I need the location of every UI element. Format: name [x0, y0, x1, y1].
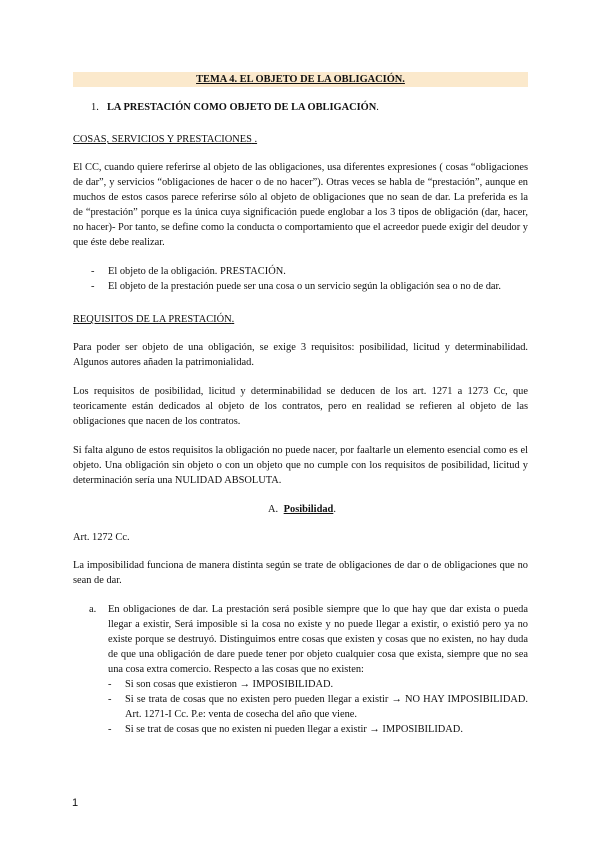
paragraph-imposibilidad: La imposibilidad funciona de manera distinta según se trate de obligaciones de dar o de obligaciones que no sean de dar.	[73, 560, 528, 586]
list-item: - El objeto de la obligación. PRESTACIÓN.	[91, 264, 528, 279]
subsection-heading-text: Posibilidad	[283, 504, 334, 515]
paragraph-requisitos-2: Los requisitos de posibilidad, licitud y determinabilidad se deducen de los art. 1271 a 1273 Cc, que teoricamente están dedicados al objeto de los contratos, pero en realidad se refieren al objeto de las obligaciones que nacen de los contratos.	[73, 386, 528, 427]
subsection-label: A.	[267, 504, 279, 515]
section-heading-requisitos	[73, 312, 528, 327]
heading-1-number: 1.	[91, 102, 99, 113]
section-heading-cosas-text: COSAS, SERVICIOS Y PRESTACIONES	[73, 134, 252, 145]
section-heading-cosas-trail: .	[254, 134, 258, 145]
heading-1	[73, 100, 528, 115]
page-number: 1	[72, 797, 79, 809]
heading-1-trail: .	[376, 102, 379, 113]
section-heading-requisitos-trail: .	[231, 314, 235, 325]
paragraph-requisitos-3: Si falta alguno de estos requisitos la obligación no puede nacer, por faaltarle un elemento esencial como es el objeto. Una obligación sin objeto o con un objeto que no cumple con los requisitos de posibilidad, licitud y determinación sería una NULIDAD ABSOLUTA.	[73, 445, 528, 486]
document-title: TEMA 4. EL OBJETO DE LA OBLIGACIÓN.	[73, 72, 528, 87]
list-item: - El objeto de la prestación puede ser una cosa o un servicio según la obligación sea o no de dar.	[91, 279, 528, 294]
heading-1-text: LA PRESTACIÓN COMO OBJETO DE LA OBLIGACIÓN	[107, 102, 377, 113]
document-page	[73, 72, 528, 737]
article-reference: Art. 1272 Cc.	[73, 532, 130, 543]
paragraph-cosas: El CC, cuando quiere referirse al objeto de las obligaciones, usa diferentes expresiones ( cosas “obligaciones de dar”, y servicios “obligaciones de hacer o de no hacer”). Otras veces se habla de “prestación”, aunque en muchos de estos casos parece referirse sólo al objeto de obligaciones que no sean de dar. La preferida es la de “prestación” porque es la única cuya significación puede englobar a los 3 tipos de obligación (dar, hacer, no hacer)- Por tanto, se define como la conducta o comportamiento que el acreedor puede exigir del deudor y que éste debe realizar.	[73, 162, 528, 248]
bullet-list-cosas-no-existen	[73, 677, 528, 737]
section-heading-cosas	[73, 132, 528, 147]
section-heading-requisitos-text: REQUISITOS DE LA PRESTACIÓN	[73, 314, 232, 325]
list-item-a	[73, 602, 528, 677]
paragraph-requisitos-1: Para poder ser objeto de una obligación, se exige 3 requisitos: posibilidad, licitud y determinabilidad. Algunos autores añaden la patrimonialidad.	[73, 342, 528, 368]
list-item-a-text: En obligaciones de dar. La prestación será posible siempre que lo que hay que dar exista o pueda llegar a existir, Será imposible si la cosa no existe y no puede llegar a existir, o existió pero ya no existe porque se destruyó. Distinguimos entre cosas que existen y cosas que no existen, no hay duda de que una obligación de dare puede tener por objeto cualquier cosa que exista, siempre que no sea una cosa extra comercio. Respecto a las cosas que no existen:	[108, 604, 528, 675]
list-item: - Si son cosas que existieron → IMPOSIBILIDAD.	[108, 677, 528, 692]
list-item: - Si se trat de cosas que no existen ni pueden llegar a existir → IMPOSIBILIDAD.	[108, 722, 528, 737]
subsection-heading-posibilidad	[73, 502, 528, 517]
bullet-list-objeto	[73, 264, 528, 294]
list-item: - Si se trata de cosas que no existen pero pueden llegar a existir → NO HAY IMPOSIBILIDAD. Art. 1271-I Cc. P.e: venta de cosecha del año que viene.	[108, 692, 528, 722]
list-item-a-label: a.	[89, 604, 97, 615]
subsection-heading-trail: .	[333, 504, 336, 515]
